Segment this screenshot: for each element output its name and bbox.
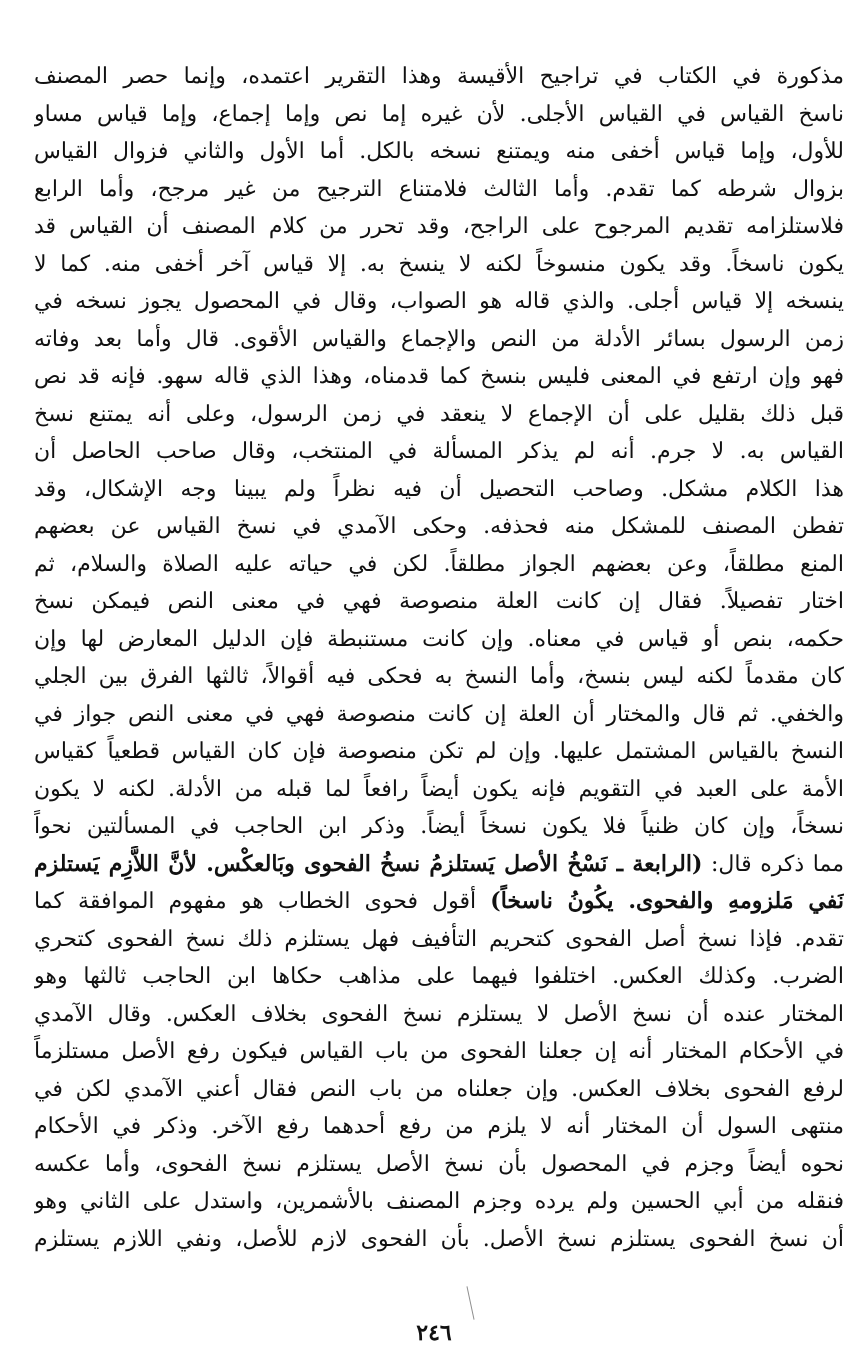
text-line-29: منتهى السول أن المختار أنه لا يلزم من رفع أحدهما رفع الآخر. وذكر في الأحكام xyxy=(34,1114,844,1139)
text-line-28: لرفع الفحوى بخلاف العكس. وإن جعلناه من باب النص فقال أعني الآمدي لكن في xyxy=(34,1076,844,1102)
book-page xyxy=(34,58,844,1318)
text-line-32: أن نسخ الفحوى يستلزم نسخ الأصل. بأن الفحوى لازم للأصل، ونفي اللازم يستلزم xyxy=(34,1226,844,1252)
text-line-4: بزوال شرطه كما تقدم. وأما الثالث فلامتناع الترجيح من غير مرجح، وأما الرابع xyxy=(34,176,844,202)
page-number: ٢٤٦ xyxy=(416,1320,452,1346)
quote-lead: مما ذكره قال: xyxy=(702,851,844,877)
text-line-15: اختار تفصيلاً. فقال إن كانت العلة منصوصة فهي في معنى النص فيمكن نسخ xyxy=(34,589,844,614)
matn-quote-end: نَفي مَلزومهِ والفحوى. يكُونُ ناسخاً) xyxy=(490,888,844,914)
text-line-20: الأمة على العبد في التقويم فإنه يكون أيضاً رافعاً لما قبله من الأدلة. لكنه لا يكون xyxy=(34,776,844,802)
text-line-23-with-quote xyxy=(34,883,844,921)
text-line-1: مذكورة في الكتاب في تراجيح الأقيسة وهذا التقرير اعتمده، وإنما حصر المصنف xyxy=(34,64,844,89)
text-line-22-with-quote xyxy=(34,846,844,884)
text-line-25: الضرب. وكذلك العكس. اختلفوا فيهما على مذاهب حكاها ابن الحاجب ثالثها وهو xyxy=(34,964,844,989)
text-line-12: هذا الكلام مشكل. وصاحب التحصيل أن فيه نظراً ولم يبينا وجه الإشكال، وقد xyxy=(34,476,844,502)
text-line-17: كان مقدماً لكنه ليس بنسخ، وأما النسخ به فحكى فيه أقوالاً، ثالثها الفرق بين الجلي xyxy=(34,664,844,689)
text-line-27: في الأحكام المختار أنه إن جعلنا الفحوى من باب القياس فيكون رفع الأصل مستلزماً xyxy=(34,1039,844,1064)
quote-rest: أقول فحوى الخطاب هو مفهوم الموافقة كما xyxy=(34,889,491,914)
text-line-13: تفطن المصنف للمشكل منه فحذفه. وحكى الآمدي في نسخ القياس عن بعضهم xyxy=(34,514,844,539)
text-line-14: المنع مطلقاً، وعن بعضهم الجواز مطلقاً. لكن في حياته عليه الصلاة والسلام، ثم xyxy=(34,551,844,577)
text-line-10: قبل ذلك بقليل على أن الإجماع لا ينعقد في زمن الرسول، وعلى أنه يمتنع نسخ xyxy=(34,401,844,427)
text-line-2: ناسخ القياس في القياس الأجلى. لأن غيره إما نص وإما إجماع، وإما قياس مساو xyxy=(34,101,844,127)
text-line-31: فنقله من أبي الحسين ولم يرده وجزم المصنف بالأشمرين، واستدل على الثاني وهو xyxy=(34,1189,844,1214)
text-line-30: نحوه أيضاً وجزم في المحصول بأن نسخ الأصل يستلزم نسخ الفحوى، وأما عكسه xyxy=(34,1151,844,1177)
text-line-8: زمن الرسول بسائر الأدلة من النص والإجماع والقياس الأقوى. قال وأما بعد وفاته xyxy=(34,326,844,352)
text-line-24: تقدم. فإذا نسخ أصل الفحوى كتحريم التأفيف فهل يستلزم ذلك نسخ الفحوى كتحري xyxy=(34,926,844,952)
text-line-6: يكون ناسخاً. وقد يكون منسوخاً لكنه لا ينسخ به. إلا قياس آخر أخفى منه. كما لا xyxy=(34,251,844,277)
text-line-21: نسخاً، وإن كان ظنياً فلا يكون نسخاً أيضاً. وذكر ابن الحاجب في المسألتين نحواً xyxy=(34,814,844,839)
text-line-7: ينسخه إلا قياس أجلى. والذي قاله هو الصواب، وقال في المحصول يجوز نسخه في xyxy=(34,289,844,314)
text-line-19: النسخ بالقياس المشتمل عليها. وإن لم تكن منصوصة فإن كان القياس قطعياً كقياس xyxy=(34,739,844,764)
text-line-11: القياس به. لا جرم. أنه لم يذكر المسألة في المنتخب، وقال صاحب الحاصل أن xyxy=(34,439,844,464)
text-line-16: حكمه، بنص أو قياس في معناه. وإن كانت مستنبطة فإن الدليل المعارض لها وإن xyxy=(34,626,844,652)
text-line-3: للأول، وإما قياس أخفى منه ويمتنع نسخه بالكل. أما الأول والثاني فزوال القياس xyxy=(34,139,844,164)
matn-quote-start: (الرابعة ـ نَسْخُ الأصل يَستلزمُ نسخُ الفحوى وبَالعكْس. لأنَّ اللاَّزِم يَستلزم xyxy=(34,850,703,877)
text-line-26: المختار عنده أن نسخ الأصل لا يستلزم نسخ الفحوى بخلاف العكس. وقال الآمدي xyxy=(34,1001,844,1027)
text-line-5: فلاستلزامه تقديم المرجوح على الراجح، وقد تحرر من كلام المصنف أن القياس قد xyxy=(34,214,844,239)
text-line-18: والخفي. ثم قال والمختار أن العلة إن كانت منصوصة فهي في معنى النص جواز في xyxy=(34,701,844,727)
text-line-9: فهو وإن ارتفع في المعنى فليس بنسخ كما قدمناه، وهذا الذي قاله سهو. فإنه قد نص xyxy=(34,364,844,389)
